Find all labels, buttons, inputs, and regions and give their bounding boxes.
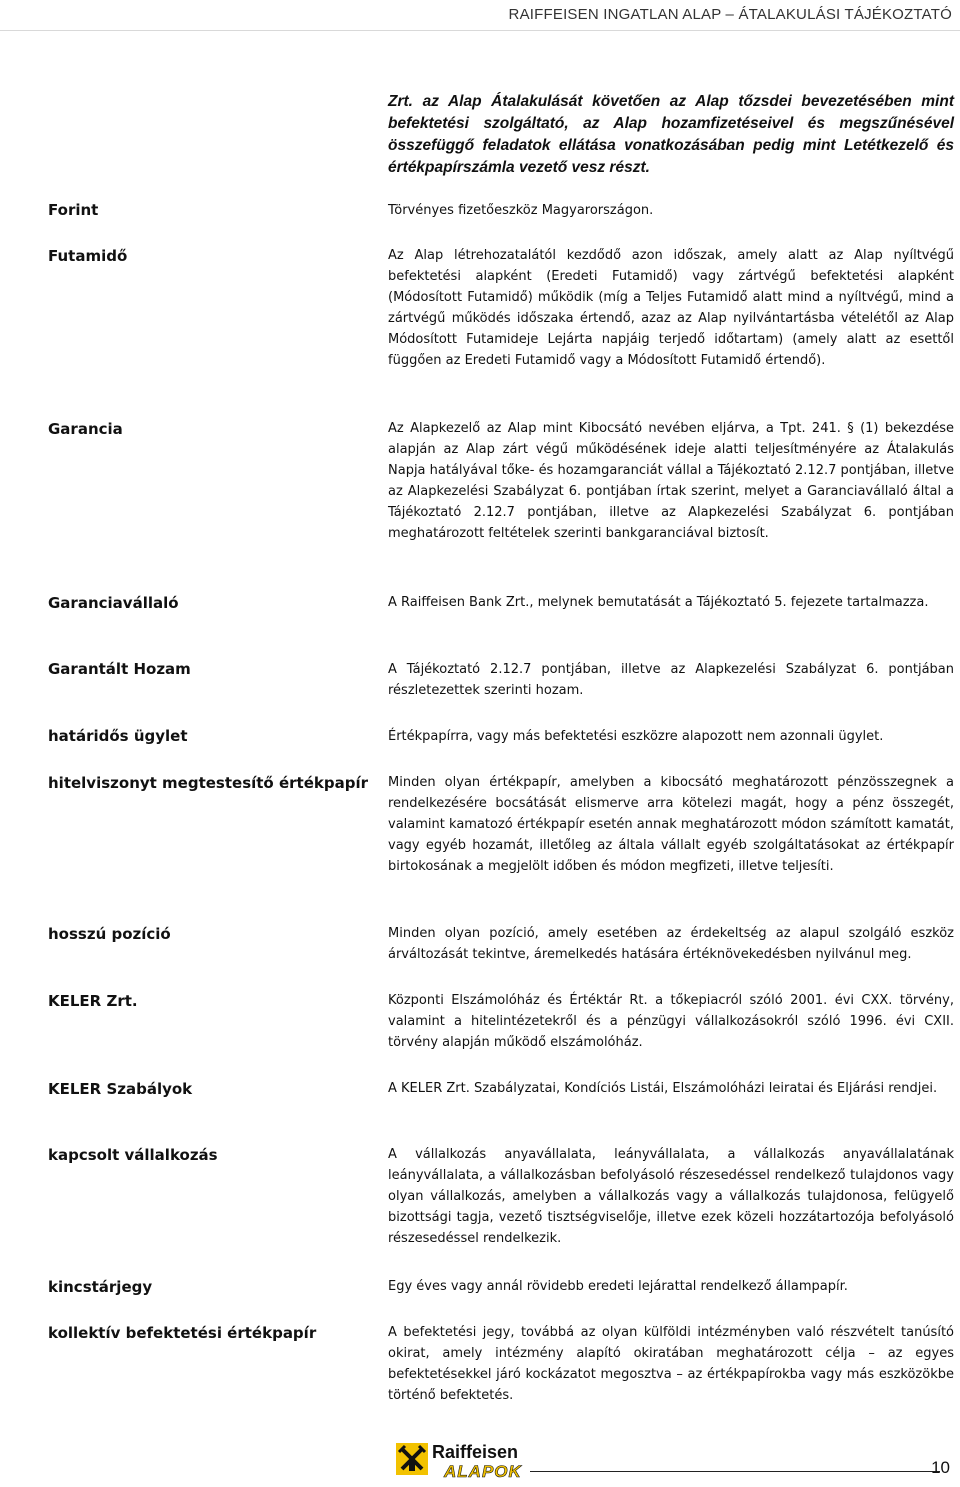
logo-wordmark-raiffeisen: Raiffeisen xyxy=(432,1442,519,1462)
raiffeisen-gable-cross-icon xyxy=(396,1443,428,1475)
term-hosszu-pozicio: hosszú pozíció xyxy=(48,925,171,943)
page-number: 10 xyxy=(931,1458,950,1477)
definition-forint: Törvényes fizetőeszköz Magyarországon. xyxy=(388,203,654,218)
term-kapcsolt-vallalkozas: kapcsolt vállalkozás xyxy=(48,1146,218,1164)
definition-futamido: Az Alap létrehozatalától kezdődő azon időszak, amely alatt az Alap nyíltvégű befektetési alapként (Eredeti Futamidő) vagy zártvégű befektetési alapként (Módosított Futamidő) működik (míg a Teljes Futamidő alatt mind a nyíltvégű, mind a zártvégű működés időszaka értendő, azaz az Alap nyilvántartásba vételétől az Alap Módosított Futamideje Lejárta napjáig terjedő időtartam) (amely alatt az esettől függően az Eredeti Futamidő vagy a Módosított Futamidő értendő). xyxy=(388,248,954,368)
term-garanciavallalo: Garanciavállaló xyxy=(48,594,179,612)
definition-keler-szabalyok: A KELER Zrt. Szabályzatai, Kondíciós Listái, Elszámolóházi leiratai és Eljárási rendjei. xyxy=(388,1081,938,1096)
intro-paragraph: Zrt. az Alap Átalakulását követően az Alap tőzsdei bevezetésében mint befektetési szolgáltató, az Alap hozamfizetéseivel és megszűnésével összefüggő feladatok ellátása vonatkozásában pedig mint Letétkezelő és értékpapírszámla vezető vesz részt. xyxy=(388,93,954,176)
term-kincstarjegy: kincstárjegy xyxy=(48,1278,153,1296)
term-kollektiv-befektetesi-ertekpapir: kollektív befektetési értékpapír xyxy=(48,1324,317,1342)
footer-divider xyxy=(530,1471,940,1472)
term-futamido: Futamidő xyxy=(48,247,128,265)
logo-wordmark-alapok: ALAPOK xyxy=(444,1462,522,1481)
definition-garantalt-hozam: A Tájékoztató 2.12.7 pontjában, illetve az Alapkezelési Szabályzat 6. pontjában részletezettek szerinti hozam. xyxy=(388,662,954,698)
definition-hataridos-ugylet: Értékpapírra, vagy más befektetési eszközre alapozott nem azonnali ügylet. xyxy=(388,729,884,744)
definition-hosszu-pozicio: Minden olyan pozíció, amely esetében az érdekeltség az alapul szolgáló eszköz árváltozását tekintve, áremelkedés hatására értéknövekedésben nyilvánul meg. xyxy=(388,926,954,962)
definition-kollektiv-befektetesi-ertekpapir: A befektetési jegy, továbbá az olyan külföldi intézményben való részvételt tanúsító okirat, amely intézmény alapító okiratában meghatározott célja – az egyes befektetésekkel járó kockázatot megosztva – az értékpapírokba vagy más eszközökbe történő befektetés. xyxy=(388,1325,954,1403)
term-keler-zrt: KELER Zrt. xyxy=(48,992,138,1010)
term-garancia: Garancia xyxy=(48,420,123,438)
header-divider xyxy=(0,30,960,31)
term-hataridos-ugylet: határidős ügylet xyxy=(48,727,188,745)
definition-hitelviszonyt-megtestesito-ertekpapir: Minden olyan értékpapír, amelyben a kibocsátó meghatározott pénzösszegnek a rendelkezésére bocsátását elismerve arra kötelezi magát, hogy a pénz összegét, valamint kamatozó értékpapír esetén annak meghatározott módon számított kamatát, vagy egyéb hozamát, illetőleg az általa vállalt egyéb szolgáltatásokat az értékpapír birtokosának a megjelölt időben és módon megfizeti, illetve teljesíti. xyxy=(388,775,954,874)
definition-kincstarjegy: Egy éves vagy annál rövidebb eredeti lejárattal rendelkező állampapír. xyxy=(388,1279,848,1294)
raiffeisen-alapok-logo xyxy=(396,1443,556,1483)
definition-keler-zrt: Központi Elszámolóház és Értéktár Rt. a tőkepiacról szóló 2001. évi CXX. törvény, valamint a hitelintézetekről és a pénzügyi vállalkozásokról szóló 1996. évi CXII. törvény alapján működő elszámolóház. xyxy=(388,993,954,1050)
term-forint: Forint xyxy=(48,201,99,219)
running-header: RAIFFEISEN INGATLAN ALAP – ÁTALAKULÁSI TÁJÉKOZTATÓ xyxy=(508,6,952,23)
term-keler-szabalyok: KELER Szabályok xyxy=(48,1080,193,1098)
term-hitelviszonyt-megtestesito-ertekpapir: hitelviszonyt megtestesítő értékpapír xyxy=(48,774,368,792)
definition-garanciavallalo: A Raiffeisen Bank Zrt., melynek bemutatását a Tájékoztató 5. fejezete tartalmazza. xyxy=(388,595,929,610)
definition-kapcsolt-vallalkozas: A vállalkozás anyavállalata, leányvállalata, a vállalkozás anyavállalatának leányvállalata, a vállalkozásban befolyásoló részesedéssel rendelkező tulajdonos vagy olyan vállalkozás, amelyben a vállalkozás vagy a vállalkozás tulajdonosa, felügyelő bizottsági tagja, vezető tisztségviselője, illetve ezek közeli hozzátartozója befolyásoló részesedéssel rendelkezik. xyxy=(388,1147,954,1246)
term-garantalt-hozam: Garantált Hozam xyxy=(48,660,191,678)
definition-garancia: Az Alapkezelő az Alap mint Kibocsátó nevében eljárva, a Tpt. 241. § (1) bekezdése alapján az Alap zárt végű működésének ideje alatti teljesítményére az Átalakulás Napja hatályával tőke- és hozamgaranciát vállal a Tájékoztató 2.12.7 pontjában, illetve az Alapkezelési Szabályzat 6. pontjában írtak szerint, melyet a Garanciavállaló által a Tájékoztató 2.12.7 pontjában, illetve az Alapkezelési Szabályzat 6. pontjában meghatározott feltételek szerinti bankgaranciával biztosít. xyxy=(388,421,954,541)
